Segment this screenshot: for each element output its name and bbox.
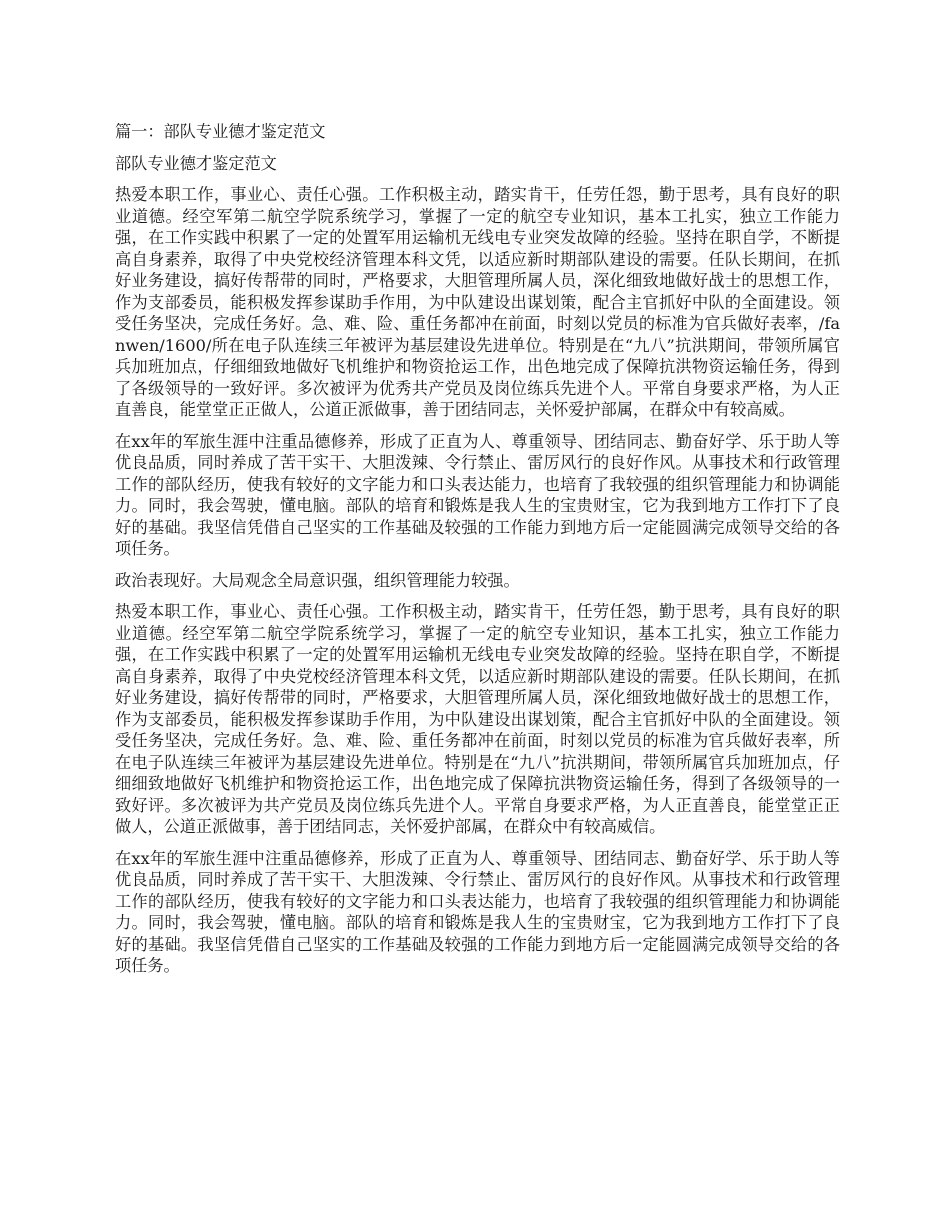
document-subheading: 部队专业德才鉴定范文 (115, 153, 277, 173)
paragraph-5: 在xx年的军旅生涯中注重品德修养，形成了正直为人、尊重领导、团结同志、勤奋好学、乐于助人等优良品质，同时养成了苦干实干、大胆泼辣、令行禁止、雷厉风行的良好作风。从事技术和行政管理工作的部队经历，使我有较好的文字能力和口头表达能力，也培育了我较强的组织管理能力和协调能力。同时，我会驾驶，懂电脑。部队的培育和锻炼是我人生的宝贵财宝，它为我到地方工作打下了良好的基础。我坚信凭借自己坚实的工作基础及较强的工作能力到地方后一定能圆满完成领导交给的各项任务。 (115, 848, 840, 975)
document-heading: 篇一：部队专业德才鉴定范文 (115, 122, 326, 141)
paragraph-1: 热爱本职工作，事业心、责任心强。工作积极主动，踏实肯干，任劳任怨，勤于思考，具有良好的职业道德。经空军第二航空学院系统学习，掌握了一定的航空专业知识，基本工扎实，独立工作能力强，在工作实践中积累了一定的处置军用运输机无线电专业突发故障的经验。坚持在职自学，不断提高自身素养，取得了中央党校经济管理本科文凭，以适应新时期部队建设的需要。任队长期间，在抓好业务建设，搞好传帮带的同时，严格要求，大胆管理所属人员，深化细致地做好战士的思想工作，作为支部委员，能积极发挥参谋助手作用，为中队建设出谋划策，配合主官抓好中队的全面建设。领受任务坚决，完成任务好。急、难、险、重任务都冲在前面，时刻以党员的标准为官兵做好表率，/fanwen/1600/所在电子队连续三年被评为基层建设先进单位。特别是在“九八”抗洪期间，带领所属官兵加班加点，仔细细致地做好飞机维护和物资抢运工作，出色地完成了保障抗洪物资运输任务，得到了各级领导的一致好评。多次被评为优秀共产党员及岗位练兵先进个人。平常自身要求严格，为人正直善良，能堂堂正正做人，公道正派做事，善于团结同志，关怀爱护部属，在群众中有较高威。 (115, 185, 840, 419)
paragraph-2: 在xx年的军旅生涯中注重品德修养，形成了正直为人、尊重领导、团结同志、勤奋好学、乐于助人等优良品质，同时养成了苦干实干、大胆泼辣、令行禁止、雷厉风行的良好作风。从事技术和行政管理工作的部队经历，使我有较好的文字能力和口头表达能力，也培育了我较强的组织管理能力和协调能力。同时，我会驾驶，懂电脑。部队的培育和锻炼是我人生的宝贵财宝，它为我到地方工作打下了良好的基础。我坚信凭借自己坚实的工作基础及较强的工作能力到地方后一定能圆满完成领导交给的各项任务。 (115, 431, 840, 558)
document-body (115, 121, 840, 987)
paragraph-3: 政治表现好。大局观念全局意识强，组织管理能力较强。 (115, 570, 520, 590)
paragraph-4: 热爱本职工作，事业心、责任心强。工作积极主动，踏实肯干，任劳任怨，勤于思考，具有良好的职业道德。经空军第二航空学院系统学习，掌握了一定的航空专业知识，基本工扎实，独立工作能力强，在工作实践中积累了一定的处置军用运输机无线电专业突发故障的经验。坚持在职自学，不断提高自身素养，取得了中央党校经济管理本科文凭，以适应新时期部队建设的需要。任队长期间，在抓好业务建设，搞好传帮带的同时，严格要求，大胆管理所属人员，深化细致地做好战士的思想工作，作为支部委员，能积极发挥参谋助手作用，为中队建设出谋划策，配合主官抓好中队的全面建设。领受任务坚决，完成任务好。急、难、险、重任务都冲在前面，时刻以党员的标准为官兵做好表率，所在电子队连续三年被评为基层建设先进单位。特别是在“九八”抗洪期间，带领所属官兵加班加点，仔细细致地做好飞机维护和物资抢运工作，出色地完成了保障抗洪物资运输任务，得到了各级领导的一致好评。多次被评为共产党员及岗位练兵先进个人。平常自身要求严格，为人正直善良，能堂堂正正做人，公道正派做事，善于团结同志，关怀爱护部属，在群众中有较高威信。 (115, 602, 840, 836)
